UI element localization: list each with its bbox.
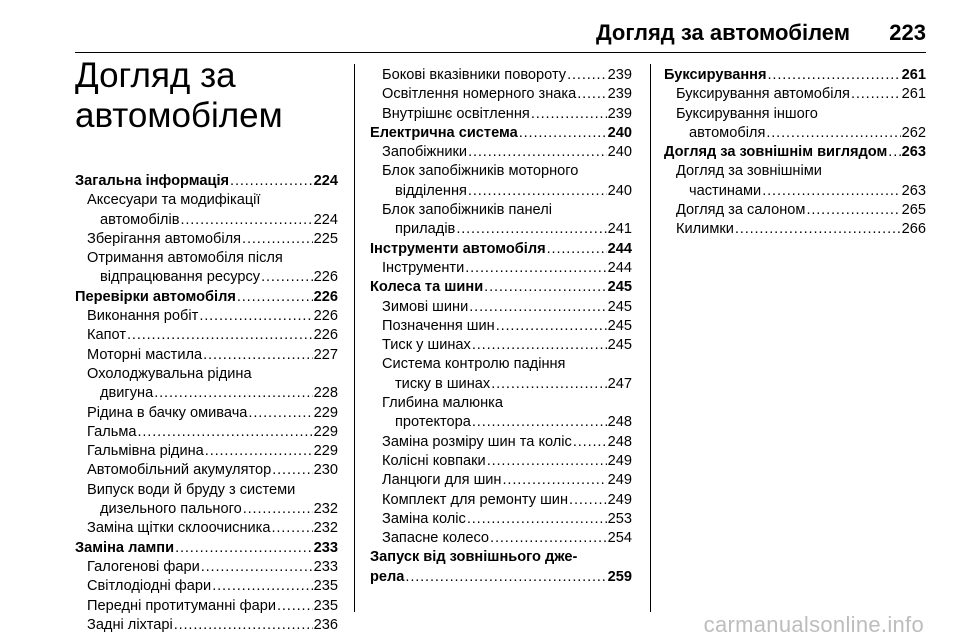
toc-entry-page: 226 <box>313 269 338 286</box>
toc-entry[interactable] <box>370 375 632 394</box>
toc-entry-text: двигуна <box>100 385 154 402</box>
toc-entry-text: відділення <box>395 182 467 199</box>
toc-entry-text: Моторні мастила <box>87 346 203 363</box>
toc-entry-page: 239 <box>607 105 632 122</box>
toc-entry-page: 232 <box>313 501 338 518</box>
toc-leader-dots <box>503 471 607 490</box>
page-header <box>0 0 960 60</box>
toc-entry-page: 263 <box>901 144 926 161</box>
toc-leader-dots <box>519 124 607 143</box>
toc-entry-text: Гальмівна рідина <box>87 443 204 460</box>
toc-entry[interactable] <box>370 85 632 104</box>
toc-entry-text: Колісні ковпаки <box>382 452 486 469</box>
toc-leader-dots <box>271 519 312 538</box>
toc-entry-page: 239 <box>607 67 632 83</box>
toc-entry-text: тиску в шинах <box>395 375 491 392</box>
header-title: Догляд за автомобілем <box>595 20 850 45</box>
toc-entry[interactable] <box>75 616 338 635</box>
toc-entry-text: Перевірки автомобіля <box>75 288 236 305</box>
toc-entry[interactable] <box>75 461 338 480</box>
toc-leader-dots <box>242 230 313 249</box>
toc-leader-dots <box>154 384 312 403</box>
toc-leader-dots <box>175 539 313 558</box>
toc-leader-dots <box>137 423 312 442</box>
toc-entry-page: 259 <box>607 568 632 585</box>
toc-entry[interactable] <box>75 481 338 500</box>
toc-entry-page: 254 <box>607 530 632 547</box>
toc-entry-page: 226 <box>313 308 338 325</box>
toc-entry-text: Гальма <box>87 423 137 440</box>
column-divider-1 <box>354 64 355 612</box>
toc-entry-page: 226 <box>313 288 338 305</box>
chapter-title-line-1: Догляд за <box>75 56 236 95</box>
toc-entry-page: 233 <box>313 539 338 556</box>
toc-entry[interactable] <box>664 182 926 201</box>
toc-entry-text: рела <box>370 568 405 585</box>
toc-entry-text: Тиск у шинах <box>382 337 471 354</box>
toc-entry-text: приладів <box>395 221 456 238</box>
toc-entry-text: Світлодіодні фари <box>87 578 212 595</box>
toc-entry-page: 240 <box>607 144 632 161</box>
toc-leader-dots <box>212 577 312 596</box>
toc-entry-text: Буксирування іншого <box>676 105 818 122</box>
toc-entry-page: 265 <box>901 202 926 219</box>
toc-entry[interactable] <box>75 558 338 577</box>
toc-entry[interactable] <box>370 298 632 317</box>
toc-entry[interactable] <box>370 66 632 85</box>
toc-entry-text: частинами <box>689 182 762 199</box>
toc-entry-page: 224 <box>313 211 338 228</box>
toc-column-2 <box>370 66 632 587</box>
toc-leader-dots <box>496 317 607 336</box>
toc-entry-page: 239 <box>607 86 632 103</box>
toc-entry-text: відпрацювання ресурсу <box>100 269 261 286</box>
toc-leader-dots <box>201 558 313 577</box>
toc-entry-page: 245 <box>607 298 632 315</box>
toc-entry-text: Електрична система <box>370 124 518 141</box>
toc-entry-page: 249 <box>607 472 632 489</box>
toc-entry[interactable] <box>370 162 632 181</box>
page-number: 223 <box>889 20 926 45</box>
toc-entry-text: Задні ліхтарі <box>87 616 173 633</box>
toc-entry-page: 248 <box>607 414 632 431</box>
toc-entry-page: 228 <box>313 385 338 402</box>
toc-entry-text: Автомобільний акумулятор <box>87 462 272 479</box>
toc-leader-dots <box>490 529 607 548</box>
toc-leader-dots <box>851 85 901 104</box>
toc-entry-text: Колеса та шини <box>370 279 484 296</box>
toc-leader-dots <box>465 259 606 278</box>
toc-entry-page: 249 <box>607 452 632 469</box>
toc-entry-page: 247 <box>607 375 632 392</box>
toc-entry-text: Отримання автомобіля після <box>87 250 283 267</box>
toc-entry-page: 261 <box>901 67 926 83</box>
toc-entry-page: 244 <box>607 259 632 276</box>
toc-entry-text: Буксирування автомобіля <box>676 86 850 103</box>
toc-leader-dots <box>127 326 313 345</box>
toc-entry[interactable] <box>370 259 632 278</box>
toc-entry[interactable] <box>75 577 338 596</box>
toc-entry[interactable] <box>75 539 338 558</box>
toc-entry[interactable] <box>75 172 338 191</box>
toc-entry-text: Випуск води й бруду з системи <box>87 481 296 498</box>
toc-entry[interactable] <box>370 182 632 201</box>
toc-leader-dots <box>484 278 606 297</box>
toc-entry-text: Заміна щітки склоочисника <box>87 520 271 537</box>
toc-entry[interactable] <box>370 529 632 548</box>
toc-entry[interactable] <box>370 548 632 567</box>
toc-entry-page: 262 <box>901 124 926 141</box>
toc-entry[interactable] <box>664 105 926 124</box>
toc-entry-text: Блок запобіжників моторного <box>382 163 579 180</box>
toc-leader-dots <box>577 85 606 104</box>
toc-entry-text: Буксирування <box>664 67 767 83</box>
toc-entry-text: Позначення шин <box>382 317 495 334</box>
toc-entry-text: Галогенові фари <box>87 558 200 575</box>
toc-leader-dots <box>762 182 900 201</box>
toc-entry-text: Догляд за салоном <box>676 202 806 219</box>
toc-entry-text: Комплект для ремонту шин <box>382 491 569 508</box>
toc-entry-text: автомобілів <box>100 211 180 228</box>
toc-entry-page: 226 <box>313 327 338 344</box>
toc-entry[interactable] <box>370 471 632 490</box>
toc-entry[interactable] <box>370 105 632 124</box>
toc-leader-dots <box>261 268 313 287</box>
toc-column-3 <box>664 66 926 240</box>
toc-entry[interactable] <box>370 124 632 143</box>
toc-leader-dots <box>272 461 312 480</box>
toc-entry-page: 261 <box>901 86 926 103</box>
toc-leader-dots <box>277 597 313 616</box>
toc-leader-dots <box>472 413 607 432</box>
toc-entry-text: Загальна інформація <box>75 173 230 189</box>
toc-entry-text: Охолоджувальна рідина <box>87 365 252 382</box>
toc-leader-dots <box>468 143 607 162</box>
toc-entry[interactable] <box>75 288 338 307</box>
toc-entry-text: Капот <box>87 327 126 344</box>
toc-leader-dots <box>573 433 607 452</box>
toc-entry[interactable] <box>370 394 632 413</box>
toc-entry-text: Інструменти <box>382 259 465 276</box>
toc-entry-text: Запуск від зовнішнього дже- <box>370 549 578 566</box>
toc-entry[interactable] <box>75 384 338 403</box>
toc-entry[interactable] <box>75 519 338 538</box>
toc-leader-dots <box>405 568 606 587</box>
toc-entry[interactable] <box>664 162 926 181</box>
toc-entry[interactable] <box>75 268 338 287</box>
toc-leader-dots <box>487 452 607 471</box>
toc-entry[interactable] <box>75 597 338 616</box>
toc-entry-page: 224 <box>313 173 338 189</box>
toc-entry[interactable] <box>75 307 338 326</box>
toc-entry-page: 230 <box>313 462 338 479</box>
toc-leader-dots <box>248 404 312 423</box>
toc-entry-text: протектора <box>395 414 471 431</box>
toc-entry[interactable] <box>370 491 632 510</box>
toc-entry[interactable] <box>370 201 632 220</box>
toc-entry[interactable] <box>370 510 632 529</box>
toc-entry[interactable] <box>370 240 632 259</box>
toc-entry[interactable] <box>664 143 926 162</box>
toc-entry-text: Виконання робіт <box>87 308 199 325</box>
toc-entry-page: 240 <box>607 182 632 199</box>
toc-entry[interactable] <box>75 326 338 345</box>
toc-entry-text: Заміна лампи <box>75 539 175 556</box>
toc-entry-page: 253 <box>607 510 632 527</box>
toc-entry[interactable] <box>370 278 632 297</box>
toc-entry[interactable] <box>664 66 926 85</box>
toc-leader-dots <box>888 143 900 162</box>
toc-entry-text: Ланцюги для шин <box>382 472 502 489</box>
toc-entry-page: 225 <box>313 230 338 247</box>
toc-entry[interactable] <box>370 568 632 587</box>
toc-leader-dots <box>768 66 901 85</box>
toc-entry-text: Килимки <box>676 221 734 238</box>
toc-entry-text: Запасне колесо <box>382 530 490 547</box>
toc-entry-text: Передні протитуманні фари <box>87 597 276 614</box>
toc-entry-text: Зимові шини <box>382 298 469 315</box>
chapter-title <box>75 56 345 136</box>
toc-entry[interactable] <box>75 423 338 442</box>
toc-entry-text: Зберігання автомобіля <box>87 230 242 247</box>
toc-entry[interactable] <box>370 433 632 452</box>
toc-column-1 <box>75 172 338 635</box>
toc-leader-dots <box>806 201 900 220</box>
toc-entry[interactable] <box>370 143 632 162</box>
toc-entry-page: 229 <box>313 423 338 440</box>
toc-entry[interactable] <box>75 230 338 249</box>
toc-entry-page: 232 <box>313 520 338 537</box>
toc-entry-text: Аксесуари та модифікації <box>87 192 261 209</box>
toc-entry[interactable] <box>370 355 632 374</box>
toc-leader-dots <box>456 220 606 239</box>
toc-entry[interactable] <box>370 317 632 336</box>
toc-entry[interactable] <box>370 452 632 471</box>
toc-entry-text: Інструменти автомобіля <box>370 240 546 257</box>
toc-entry[interactable] <box>75 500 338 519</box>
toc-entry[interactable] <box>664 124 926 143</box>
toc-entry-text: автомобіля <box>689 124 766 141</box>
toc-leader-dots <box>243 500 313 519</box>
toc-entry[interactable] <box>664 85 926 104</box>
toc-entry-page: 244 <box>607 240 632 257</box>
watermark: carmanualsonline.info <box>703 612 924 637</box>
toc-leader-dots <box>472 336 607 355</box>
toc-leader-dots <box>180 211 312 230</box>
toc-entry-page: 241 <box>607 221 632 238</box>
toc-entry-page: 245 <box>607 337 632 354</box>
toc-entry-text: Рідина в бачку омивача <box>87 404 248 421</box>
toc-entry[interactable] <box>75 191 338 210</box>
toc-entry-text: Запобіжники <box>382 144 468 161</box>
toc-entry-page: 229 <box>313 404 338 421</box>
toc-entry-page: 248 <box>607 433 632 450</box>
toc-leader-dots <box>569 491 607 510</box>
toc-entry-page: 263 <box>901 182 926 199</box>
toc-leader-dots <box>230 172 313 191</box>
toc-entry-text: Система контролю падіння <box>382 356 566 373</box>
toc-entry[interactable] <box>370 413 632 432</box>
toc-leader-dots <box>469 298 606 317</box>
toc-entry[interactable] <box>75 365 338 384</box>
toc-entry-page: 249 <box>607 491 632 508</box>
toc-leader-dots <box>735 220 901 239</box>
toc-entry-text: дизельного пального <box>100 501 242 518</box>
toc-entry-text: Глибина малюнка <box>382 395 503 412</box>
column-divider-2 <box>650 64 651 612</box>
toc-leader-dots <box>237 288 313 307</box>
toc-entry-text: Заміна коліс <box>382 510 466 527</box>
toc-entry[interactable] <box>75 442 338 461</box>
toc-entry[interactable] <box>664 201 926 220</box>
toc-entry[interactable] <box>370 336 632 355</box>
toc-entry-page: 229 <box>313 443 338 460</box>
toc-entry[interactable] <box>75 249 338 268</box>
header-rule <box>75 52 926 53</box>
toc-leader-dots <box>766 124 900 143</box>
toc-entry-text: Догляд за зовнішніми <box>676 163 822 180</box>
toc-entry[interactable] <box>75 346 338 365</box>
toc-entry-page: 235 <box>313 578 338 595</box>
toc-entry-page: 245 <box>607 279 632 296</box>
toc-entry-text: Бокові вказівники повороту <box>382 67 567 83</box>
toc-entry-page: 240 <box>607 124 632 141</box>
toc-entry-page: 266 <box>901 221 926 238</box>
toc-leader-dots <box>199 307 312 326</box>
toc-entry-page: 235 <box>313 597 338 614</box>
toc-entry-text: Освітлення номерного знака <box>382 86 577 103</box>
toc-leader-dots <box>547 240 607 259</box>
toc-entry[interactable] <box>75 404 338 423</box>
toc-leader-dots <box>531 105 607 124</box>
toc-leader-dots <box>491 375 606 394</box>
toc-entry-page: 233 <box>313 558 338 575</box>
toc-entry-page: 236 <box>313 616 338 633</box>
toc-entry-text: Блок запобіжників панелі <box>382 202 552 219</box>
toc-entry-page: 245 <box>607 317 632 334</box>
toc-leader-dots <box>205 442 313 461</box>
toc-entry[interactable] <box>370 220 632 239</box>
toc-entry-text: Внутрішнє освітлення <box>382 105 530 122</box>
toc-leader-dots <box>203 346 313 365</box>
toc-entry[interactable] <box>664 220 926 239</box>
toc-entry[interactable] <box>75 211 338 230</box>
toc-leader-dots <box>468 182 607 201</box>
toc-leader-dots <box>567 66 607 85</box>
toc-entry-text: Догляд за зовнішнім виглядом <box>664 144 888 161</box>
toc-leader-dots <box>467 510 607 529</box>
chapter-title-line-2: автомобілем <box>75 96 283 135</box>
toc-leader-dots <box>174 616 313 635</box>
toc-entry-text: Заміна розміру шин та коліс <box>382 433 572 450</box>
toc-entry-page: 227 <box>313 346 338 363</box>
